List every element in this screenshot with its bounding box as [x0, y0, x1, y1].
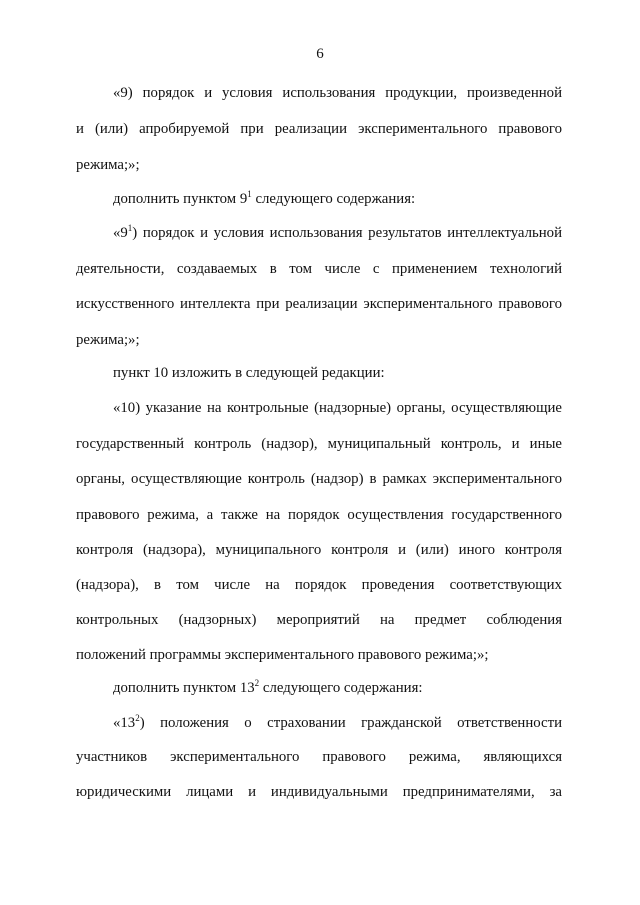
item-9-1-line-1 [113, 223, 562, 243]
item-9-line-3: режима;»; [76, 157, 140, 173]
item-13-2-text: ) положения о страховании гражданской ответственности [139, 715, 562, 731]
item-10-line-6: (надзора), в том числе на порядок проведения соответствующих [76, 577, 562, 593]
item-13-2-superscript: 2 [135, 713, 140, 723]
add-point-9-1-text-end: следующего содержания: [251, 191, 416, 207]
point-10-instruction: пункт 10 изложить в следующей редакции: [113, 365, 385, 381]
item-9-1-prefix: «9 [113, 225, 128, 241]
add-point-13-2-text: дополнить пунктом 13 [113, 680, 255, 696]
item-10-line-4: правового режима, а также на порядок осуществления государственного [76, 507, 562, 523]
page-number: 6 [316, 46, 324, 62]
item-13-2-line-1 [113, 713, 562, 733]
item-9-1-superscript: 1 [127, 223, 133, 233]
add-point-13-2-text-end: следующего содержания: [259, 680, 423, 696]
item-9-1-line-2: деятельности, создаваемых в том числе с применением технологий [76, 261, 562, 277]
add-point-13-2-superscript: 2 [254, 678, 260, 688]
item-10-line-8: положений программы экспериментального правового режима;»; [76, 647, 489, 663]
item-9-1-text: ) порядок и условия использования результатов интеллектуальной [132, 225, 562, 241]
item-10-line-3: органы, осуществляющие контроль (надзор) в рамках экспериментального [76, 471, 562, 487]
add-point-9-1-superscript: 1 [247, 189, 252, 199]
add-point-9-1-text: дополнить пунктом 9 [113, 191, 248, 207]
item-10-line-5: контроля (надзора), муниципального контроля и (или) иного контроля [76, 542, 562, 558]
item-9-line-2: и (или) апробируемой при реализации экспериментального правового [76, 121, 562, 137]
item-9-1-line-4: режима;»; [76, 332, 140, 348]
item-10-line-7: контрольных (надзорных) мероприятий на предмет соблюдения [76, 612, 562, 628]
item-13-2-line-2: участников экспериментального правового режима, являющихся [76, 749, 562, 765]
add-point-9-1-instruction [113, 189, 562, 209]
item-9-line-1: «9) порядок и условия использования продукции, произведенной [113, 85, 562, 101]
item-10-line-1: «10) указание на контрольные (надзорные) органы, осуществляющие [113, 400, 562, 416]
item-10-line-2: государственный контроль (надзор), муниципальный контроль, и иные [76, 436, 562, 452]
item-9-1-line-3: искусственного интеллекта при реализации экспериментального правового [76, 296, 562, 312]
item-13-2-prefix: «13 [113, 715, 136, 731]
item-13-2-line-3: юридическими лицами и индивидуальными предпринимателями, за [76, 784, 562, 800]
add-point-13-2-instruction [113, 678, 562, 698]
